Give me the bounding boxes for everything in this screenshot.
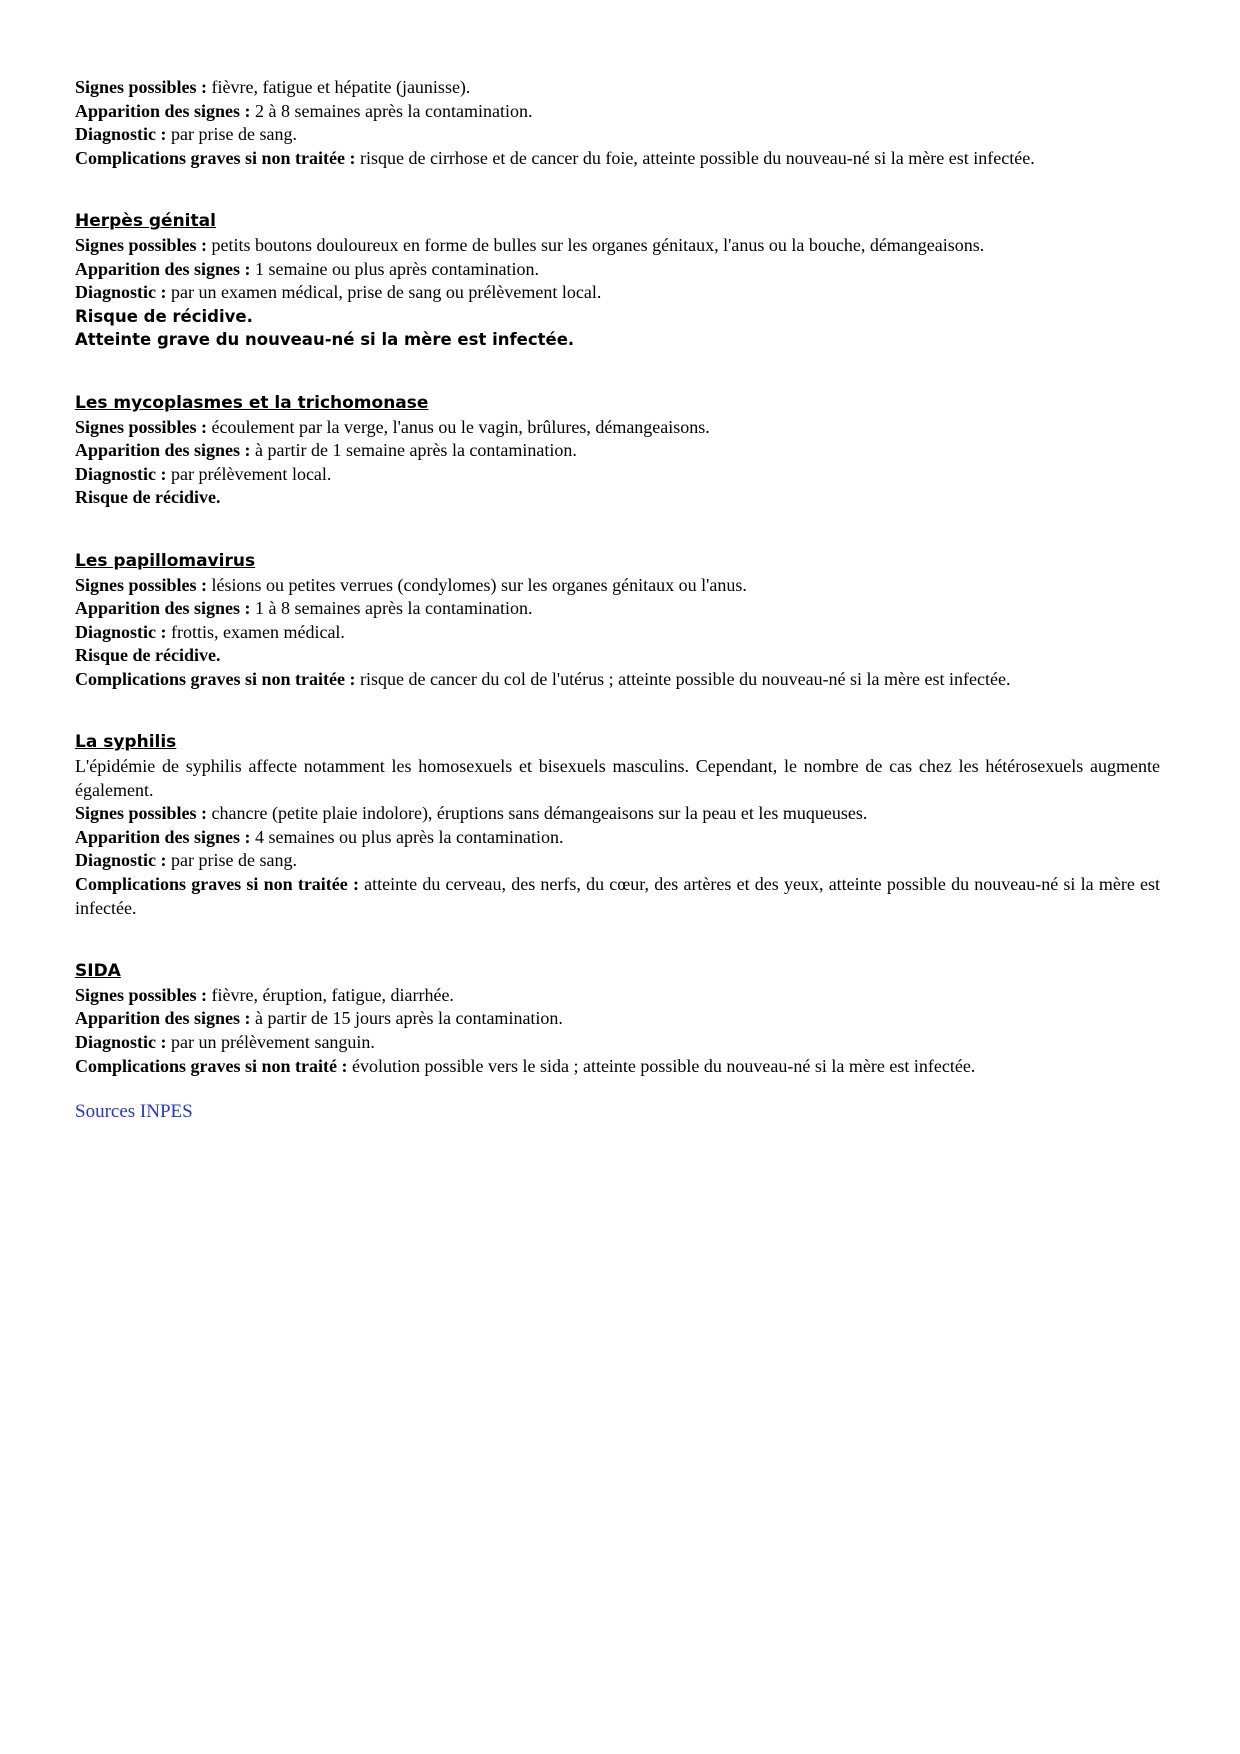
signes-label: Signes possibles : xyxy=(75,416,208,437)
apparition-label: Apparition des signes : xyxy=(75,440,251,461)
diagnostic-label: Diagnostic : xyxy=(75,463,167,484)
recidive-note: Risque de récidive. xyxy=(75,487,221,508)
recidive-note: Risque de récidive. xyxy=(75,645,221,666)
section-mycoplasmes xyxy=(75,392,1160,510)
diagnostic-line xyxy=(75,463,1160,487)
complications-line xyxy=(75,668,1160,692)
apparition-line xyxy=(75,100,1160,124)
signes-text: écoulement par la verge, l'anus ou le vagin, brûlures, démangeaisons. xyxy=(207,416,710,437)
complications-text: évolution possible vers le sida ; atteinte possible du nouveau-né si la mère est infectée. xyxy=(347,1055,976,1076)
signes-line xyxy=(75,574,1160,598)
signes-label: Signes possibles : xyxy=(75,984,208,1005)
section-syphilis xyxy=(75,731,1160,920)
signes-text: lésions ou petites verrues (condylomes) sur les organes génitaux ou l'anus. xyxy=(207,574,747,595)
signes-label: Signes possibles : xyxy=(75,574,208,595)
complications-text: risque de cirrhose et de cancer du foie, atteinte possible du nouveau-né si la mère est infectée. xyxy=(355,147,1035,168)
complications-line xyxy=(75,1055,1160,1079)
apparition-line xyxy=(75,826,1160,850)
apparition-label: Apparition des signes : xyxy=(75,598,251,619)
signes-text: chancre (petite plaie indolore), éruptions sans démangeaisons sur la peau et les muqueuses. xyxy=(207,803,868,824)
complications-label: Complications graves si non traitée : xyxy=(75,874,359,895)
apparition-text: 2 à 8 semaines après la contamination. xyxy=(250,100,533,121)
signes-label: Signes possibles : xyxy=(75,77,208,97)
document-page xyxy=(75,76,1160,1124)
diagnostic-label: Diagnostic : xyxy=(75,850,167,871)
section-heading-herpes: Herpès génital xyxy=(75,211,216,232)
section-heading-papillomavirus: Les papillomavirus xyxy=(75,550,256,571)
intro-paragraph: L'épidémie de syphilis affecte notamment les homosexuels et bisexuels masculins. Cependant, le nombre de cas chez les hétérosexuels augmente également. xyxy=(75,756,1160,800)
signes-line xyxy=(75,802,1160,826)
complications-text: atteinte du cerveau, des nerfs, du cœur, des artères et des yeux, atteinte possible du nouveau-né si la mère est infectée. xyxy=(75,874,1160,918)
apparition-text: à partir de 1 semaine après la contamination. xyxy=(250,440,577,461)
section-heading-mycoplasmes: Les mycoplasmes et la trichomonase xyxy=(75,392,429,413)
diagnostic-text: par un examen médical, prise de sang ou prélèvement local. xyxy=(166,282,602,303)
section-hepatite-b xyxy=(75,76,1160,170)
diagnostic-label: Diagnostic : xyxy=(75,621,167,642)
diagnostic-label: Diagnostic : xyxy=(75,282,167,303)
signes-label: Signes possibles : xyxy=(75,234,208,255)
apparition-label: Apparition des signes : xyxy=(75,100,251,121)
apparition-line xyxy=(75,258,1160,282)
complications-line xyxy=(75,147,1160,171)
apparition-text: 1 semaine ou plus après contamination. xyxy=(250,258,539,279)
signes-line xyxy=(75,984,1160,1008)
diagnostic-label: Diagnostic : xyxy=(75,124,167,145)
diagnostic-text: par un prélèvement sanguin. xyxy=(166,1032,375,1052)
signes-text: fièvre, éruption, fatigue, diarrhée. xyxy=(207,984,454,1005)
complications-label: Complications graves si non traitée : xyxy=(75,668,356,689)
complications-line xyxy=(75,873,1160,920)
diagnostic-line xyxy=(75,1031,1160,1055)
complications-label: Complications graves si non traité : xyxy=(75,1055,348,1076)
diagnostic-text: par prélèvement local. xyxy=(166,463,332,484)
diagnostic-line xyxy=(75,849,1160,873)
diagnostic-line xyxy=(75,123,1160,147)
section-heading-syphilis: La syphilis xyxy=(75,732,177,753)
atteinte-note: Atteinte grave du nouveau-né si la mère est infectée. xyxy=(75,330,575,350)
apparition-text: 4 semaines ou plus après la contamination. xyxy=(250,826,564,847)
apparition-text: 1 à 8 semaines après la contamination. xyxy=(250,598,533,619)
signes-line xyxy=(75,416,1160,440)
diagnostic-text: par prise de sang. xyxy=(166,124,297,145)
apparition-line xyxy=(75,439,1160,463)
signes-text: petits boutons douloureux en forme de bulles sur les organes génitaux, l'anus ou la bouche, démangeaisons. xyxy=(207,234,985,255)
signes-text: fièvre, fatigue et hépatite (jaunisse). xyxy=(207,77,471,97)
diagnostic-text: par prise de sang. xyxy=(166,850,297,871)
section-papillomavirus xyxy=(75,550,1160,692)
diagnostic-text: frottis, examen médical. xyxy=(166,621,345,642)
section-sida xyxy=(75,960,1160,1078)
complications-label: Complications graves si non traitée : xyxy=(75,147,356,168)
apparition-line xyxy=(75,1007,1160,1031)
diagnostic-line xyxy=(75,621,1160,645)
apparition-label: Apparition des signes : xyxy=(75,258,251,279)
apparition-line xyxy=(75,597,1160,621)
diagnostic-label: Diagnostic : xyxy=(75,1032,167,1052)
signes-line xyxy=(75,234,1160,258)
signes-label: Signes possibles : xyxy=(75,803,208,824)
apparition-label: Apparition des signes : xyxy=(75,1008,251,1029)
recidive-note: Risque de récidive. xyxy=(75,306,253,326)
signes-line xyxy=(75,76,1160,100)
complications-text: risque de cancer du col de l'utérus ; atteinte possible du nouveau-né si la mère est infectée. xyxy=(355,668,1011,689)
source-link[interactable]: Sources INPES xyxy=(75,1101,193,1123)
apparition-text: à partir de 15 jours après la contamination. xyxy=(250,1008,563,1029)
section-heading-sida: SIDA xyxy=(75,961,121,982)
section-herpes xyxy=(75,210,1160,352)
apparition-label: Apparition des signes : xyxy=(75,826,251,847)
diagnostic-line xyxy=(75,281,1160,305)
